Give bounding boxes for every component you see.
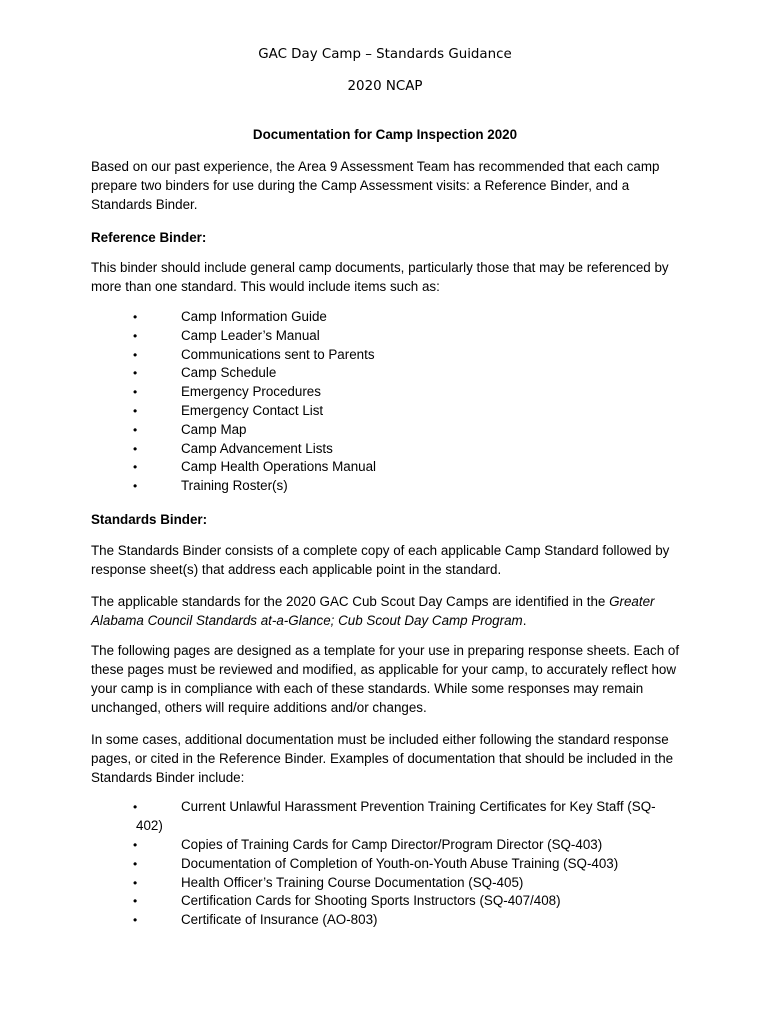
list-item — [0, 364, 770, 383]
list-item — [0, 327, 770, 346]
list-item — [0, 402, 770, 421]
document-title: Documentation for Camp Inspection 2020 — [252, 127, 518, 142]
list-item-text: Camp Information Guide — [181, 309, 327, 324]
bullet-icon: • — [133, 441, 138, 456]
list-item — [0, 836, 770, 855]
bullet-icon: • — [133, 894, 138, 909]
paragraph-text-end: . — [522, 613, 527, 628]
standards-binder-paragraph-1: The Standards Binder consists of a complete copy of each applicable Camp Standard followed by response sheet(s) that address each applicable point in the standard. — [91, 543, 670, 577]
list-item-text: Camp Map — [181, 421, 247, 437]
header-subtitle: 2020 NCAP — [347, 79, 423, 94]
bullet-icon: • — [133, 838, 138, 852]
list-item-text: Certificate of Insurance (AO-803) — [181, 912, 378, 928]
list-item-text: Certification Cards for Shooting Sports Instructors (SQ-407/408) — [181, 893, 561, 909]
bullet-icon: • — [133, 479, 138, 494]
list-item — [0, 892, 770, 911]
list-item-text-continued: 402) — [136, 817, 163, 833]
list-item — [0, 440, 770, 459]
standards-reference-title: Greater Alabama Council Standards at-a-Glance; Cub Scout Day Camp Program — [91, 594, 655, 628]
intro-paragraph: Based on our past experience, the Area 9 Assessment Team has recommended that each camp prepare two binders for use during the Camp Assessment visits: a Reference Binder, and a Standards Binder. — [91, 159, 660, 212]
bullet-icon: • — [133, 347, 138, 362]
list-item-text: Training Roster(s) — [181, 478, 288, 494]
list-item-text: Communications sent to Parents — [181, 346, 375, 362]
bullet-icon: • — [133, 385, 138, 400]
list-item-text: Camp Health Operations Manual — [181, 459, 377, 475]
bullet-icon: • — [133, 403, 138, 418]
bullet-icon: • — [133, 913, 138, 928]
list-item — [0, 421, 770, 440]
standards-binder-list — [0, 836, 770, 930]
standards-binder-paragraph-4: In some cases, additional documentation must be included either following the standard response pages, or cited in the Reference Binder. Examples of documentation that should be included in the Standards Binder include: — [91, 732, 674, 785]
list-item-text: Copies of Training Cards for Camp Director/Program Director (SQ-403) — [181, 837, 603, 852]
header-title: GAC Day Camp – Standards Guidance — [258, 47, 512, 62]
list-item — [0, 308, 770, 327]
list-item — [0, 855, 770, 874]
standards-binder-paragraph-3: The following pages are designed as a template for your use in preparing response sheets. Each of these pages must be reviewed and modified, as applicable for your camp, to accurately reflect how your camp is in compliance with each of these standards. While some responses may remain unchanged, others will require additions and/or changes. — [91, 643, 680, 715]
standards-binder-paragraph-2 — [91, 592, 691, 630]
bullet-icon: • — [133, 422, 138, 437]
bullet-icon: • — [133, 328, 138, 343]
list-item-text: Emergency Procedures — [181, 384, 321, 400]
reference-binder-description: This binder should include general camp documents, particularly those that may be referenced by more than one standard. This would include items such as: — [91, 260, 669, 294]
list-item — [0, 346, 770, 365]
list-item-text: Health Officer’s Training Course Documentation (SQ-405) — [181, 874, 524, 890]
list-item-text: Emergency Contact List — [181, 402, 324, 418]
bullet-icon: • — [133, 800, 138, 814]
reference-binder-list — [0, 308, 770, 496]
list-item-text: Documentation of Completion of Youth-on-Youth Abuse Training (SQ-403) — [181, 855, 619, 871]
standards-binder-heading: Standards Binder: — [91, 512, 208, 527]
paragraph-text: The applicable standards for the 2020 GAC Cub Scout Day Camps are identified in the — [91, 594, 610, 609]
reference-binder-heading: Reference Binder: — [91, 230, 207, 245]
bullet-icon: • — [133, 875, 138, 890]
list-item — [0, 458, 770, 477]
list-item — [0, 874, 770, 893]
bullet-icon: • — [133, 460, 138, 475]
list-item — [0, 477, 770, 496]
list-item-text: Current Unlawful Harassment Prevention Training Certificates for Key Staff (SQ- — [181, 799, 656, 814]
bullet-icon: • — [133, 856, 138, 871]
list-item-text: Camp Schedule — [181, 365, 277, 381]
list-item — [0, 383, 770, 402]
bullet-icon: • — [133, 366, 138, 381]
list-item-text: Camp Leader’s Manual — [181, 327, 320, 343]
list-item — [0, 911, 770, 930]
list-item-text: Camp Advancement Lists — [181, 440, 333, 456]
bullet-icon: • — [133, 310, 138, 324]
